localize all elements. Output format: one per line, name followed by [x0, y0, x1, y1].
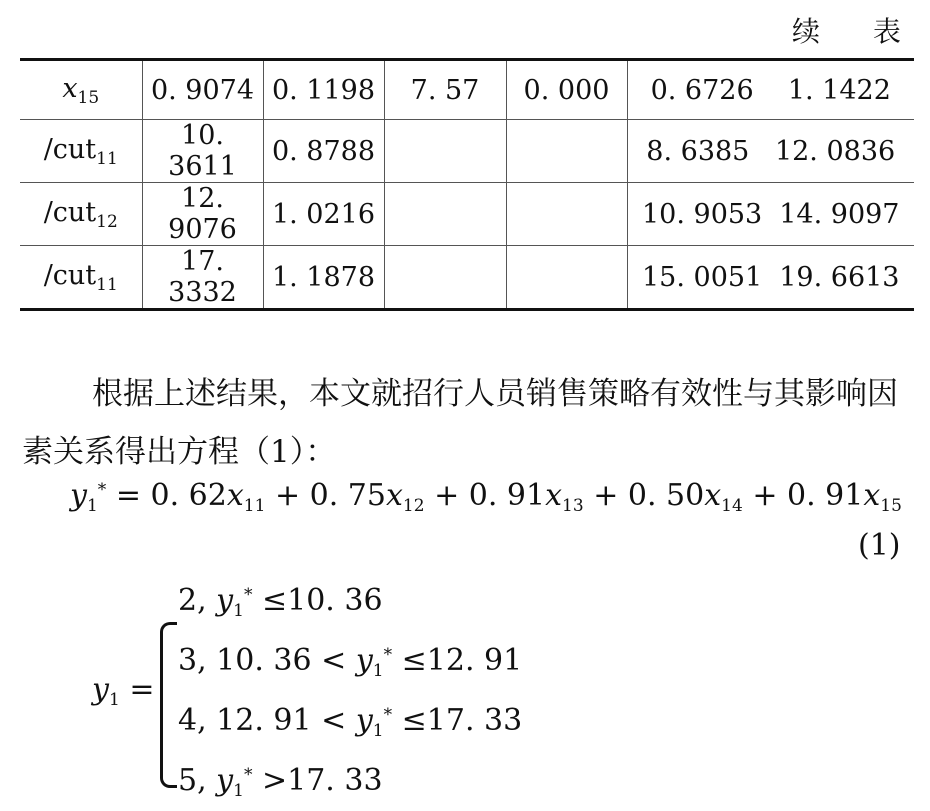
equation-term: + 0. $91x_{15}$ — [752, 478, 902, 516]
piecewise-case: 3, 10. $36 < y_1^* \le 12$. 91 — [178, 643, 523, 681]
regression-table — [20, 58, 914, 311]
z-cell — [384, 246, 506, 310]
p-cell: 0. 000 — [506, 60, 627, 120]
left-brace — [160, 622, 177, 788]
continued-label: 续 表 — [792, 15, 923, 48]
variable-cell: /cut$_{11}$ — [20, 246, 142, 310]
se-cell: 0. 1198 — [263, 60, 384, 120]
ci-cell: 10. 9053 14. 9097 — [627, 183, 914, 246]
table-row — [20, 120, 914, 183]
equation-number: (1) — [858, 528, 901, 563]
piecewise-lhs: $y_1$ = — [92, 672, 155, 710]
equation-lhs: $y_1^*$ — [70, 478, 107, 516]
table-row — [20, 60, 914, 120]
equation-term: = 0. $62x_{11}$ — [115, 478, 266, 516]
piecewise-case: 5, $y_1^* >17$. 33 — [178, 763, 383, 801]
ci-cell: 8. 6385 12. 0836 — [627, 120, 914, 183]
ci-cell: 15. 0051 19. 6613 — [627, 246, 914, 310]
se-cell: 1. 1878 — [263, 246, 384, 310]
variable-cell: /cut$_{11}$ — [20, 120, 142, 183]
se-cell: 0. 8788 — [263, 120, 384, 183]
p-cell — [506, 120, 627, 183]
variable-cell: $x_{15}$ — [20, 60, 142, 120]
p-cell — [506, 183, 627, 246]
coef-cell: 12. 9076 — [142, 183, 263, 246]
coef-cell: 10. 3611 — [142, 120, 263, 183]
piecewise-case: 2, $y_1^* \le 10$. 36 — [178, 583, 383, 621]
z-cell — [384, 183, 506, 246]
p-cell — [506, 246, 627, 310]
z-cell — [384, 120, 506, 183]
equation-term: + 0. $91x_{13}$ — [434, 478, 584, 516]
ci-cell: 0. 6726 1. 1422 — [627, 60, 914, 120]
coef-cell: 17. 3332 — [142, 246, 263, 310]
equation-term: + 0. $75x_{12}$ — [274, 478, 425, 516]
equation-term: + 0. $50x_{14}$ — [593, 478, 743, 516]
equation-1 — [70, 478, 902, 516]
variable-cell: /cut$_{12}$ — [20, 183, 142, 246]
table-row — [20, 183, 914, 246]
coef-cell: 0. 9074 — [142, 60, 263, 120]
table-row — [20, 246, 914, 310]
z-cell: 7. 57 — [384, 60, 506, 120]
piecewise-case: 4, 12. $91 < y_1^* \le 17$. 33 — [178, 703, 523, 741]
se-cell: 1. 0216 — [263, 183, 384, 246]
paragraph: 根据上述结果，本文就招行人员销售策略有效性与其影响因素关系得出方程（1）： — [22, 376, 898, 470]
